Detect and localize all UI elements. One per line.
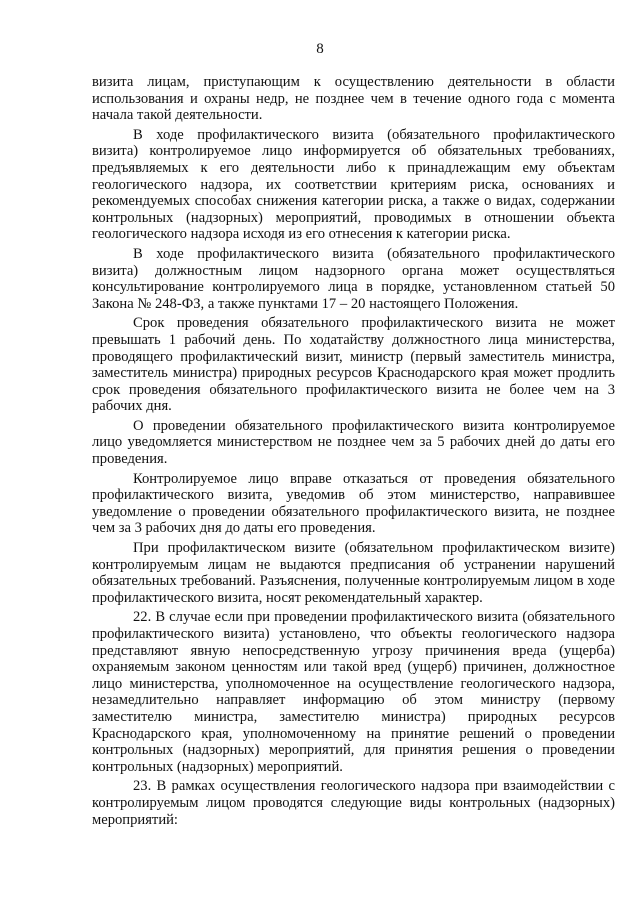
paragraph-clause-22: 22. В случае если при проведении профилактического визита (обязательного профилактического визита) установлено, что объекты геологического надзора представляют явную непосредственную угрозу причинения вреда (ущерба) охраняемым законом ценностям или такой вред (ущерб) причинен, должностное лицо министерства, уполномоченное на осуществление геологического надзора, незамедлительно направляет информацию об этом министру (первому заместителю министра, заместителю министра) природных ресурсов Краснодарского края, уполномоченному на принятие решений о проведении контрольных (надзорных) мероприятий, для принятия решения о проведении контрольных (надзорных) мероприятий. — [92, 609, 615, 775]
paragraph-continuation: визита лицам, приступающим к осуществлению деятельности в области использования и охраны недр, не позднее чем в течение одного года с момента начала такой деятельности. — [92, 74, 615, 124]
paragraph-consulting: В ходе профилактического визита (обязательного профилактического визита) должностным лицом надзорного органа может осуществляться консультирование контролируемого лица в порядке, установленном статьей 50 Закона № 248-ФЗ, а также пунктами 17 – 20 настоящего Положения. — [92, 245, 615, 312]
document-body — [92, 74, 615, 828]
paragraph-informing: В ходе профилактического визита (обязательного профилактического визита) контролируемое лицо информируется об обязательных требованиях, предъявляемых к его деятельности либо к принадлежащим ему объектам геологического надзора, их соответствии критериям риска, основаниях и рекомендуемых способах снижения категории риска, а также о видах, содержании контрольных (надзорных) мероприятий, проводимых в отношении объекта геологического надзора исходя из его отнесения к категории риска. — [92, 126, 615, 243]
page-number: 8 — [316, 41, 324, 57]
paragraph-duration: Срок проведения обязательного профилактического визита не может превышать 1 рабочий день. По ходатайству должностного лица министерства, проводящего профилактический визит, министр (первый заместитель министра, заместитель министра) природных ресурсов Краснодарского края может продлить срок проведения обязательного профилактического визита не более чем на 3 рабочих дня. — [92, 315, 615, 415]
paragraph-refusal: Контролируемое лицо вправе отказаться от проведения обязательного профилактического визита, уведомив об этом министерство, направившее уведомление о проведении обязательного профилактического визита, не позднее чем за 3 рабочих дня до даты его проведения. — [92, 470, 615, 537]
paragraph-clause-23: 23. В рамках осуществления геологического надзора при взаимодействии с контролируемым лицом проводятся следующие виды контрольных (надзорных) мероприятий: — [92, 778, 615, 828]
paragraph-no-orders: При профилактическом визите (обязательном профилактическом визите) контролируемым лицам не выдаются предписания об устранении нарушений обязательных требований. Разъяснения, полученные контролируемым лицом в ходе профилактического визита, носят рекомендательный характер. — [92, 540, 615, 606]
paragraph-notification: О проведении обязательного профилактического визита контролируемое лицо уведомляется министерством не позднее чем за 5 рабочих дней до даты его проведения. — [92, 417, 615, 468]
